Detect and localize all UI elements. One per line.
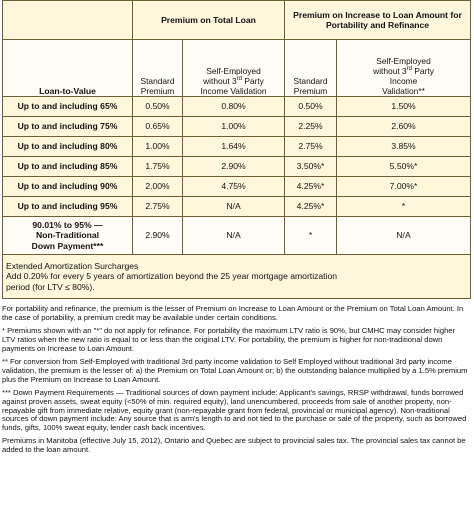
ltv-cell: Up to and including 90% — [3, 177, 133, 197]
table-row — [3, 137, 471, 157]
header-premium-increase: Premium on Increase to Loan Amount for Portability and Refinance — [285, 1, 471, 40]
self-employed-total-cell: N/A — [183, 197, 285, 217]
ltv-cell: Up to and including 85% — [3, 157, 133, 177]
non-traditional-row — [3, 217, 471, 255]
self-employed-increase-cell: N/A — [337, 217, 471, 255]
non-traditional-line2: Non-Traditional — [35, 230, 100, 241]
note-provincial-tax: Premiums in Manitoba (effective July 15, 2012), Ontario and Quebec are subject to provincial sales tax. The provincial sales tax cannot be added to the loan amount. — [2, 436, 466, 455]
table-row — [3, 97, 471, 117]
superscript-rd: rd — [406, 65, 413, 72]
header-premium-total-loan: Premium on Total Loan — [133, 1, 285, 40]
empty-corner-cell — [3, 1, 133, 40]
non-traditional-line1: 90.01% to 95% — — [32, 220, 103, 231]
ltv-cell: Up to and including 65% — [3, 97, 133, 117]
ltv-cell: Up to and including 75% — [3, 117, 133, 137]
superscript-rd: rd — [236, 76, 242, 83]
self-employed-increase-cell: 3.85% — [337, 137, 471, 157]
header-standard-premium-total: Standard Premium — [133, 40, 183, 97]
standard-increase-cell: 2.25% — [285, 117, 337, 137]
footnotes — [2, 305, 470, 455]
standard-total-cell: 1.75% — [133, 157, 183, 177]
standard-increase-cell: 4.25%* — [285, 177, 337, 197]
self-employed-total-cell: 0.80% — [183, 97, 285, 117]
table-row — [3, 177, 471, 197]
self-employed-increase-cell: 5.50%* — [337, 157, 471, 177]
standard-increase-cell: 0.50% — [285, 97, 337, 117]
third-party-text: without 3 — [373, 65, 407, 76]
header-standard-premium-increase: Standard Premium — [285, 40, 337, 97]
self-employed-total-cell: N/A — [183, 217, 285, 255]
self-employed-total-cell: 1.00% — [183, 117, 285, 137]
standard-total-cell: 2.00% — [133, 177, 183, 197]
standard-total-cell: 2.75% — [133, 197, 183, 217]
group-header-row — [3, 1, 471, 40]
header-loan-to-value: Loan-to-Value — [3, 40, 133, 97]
note-double-asterisk: ** For conversion from Self-Employed with traditional 3rd party income validation to Self Employed without traditional 3rd party income validation, the premium is the lesser of: a) the Premium on Total Loan Amount or; b) the outstanding balance multiplied by a 1.5% premium plus the Premium on Increase to Loan Amount. — [2, 356, 468, 384]
standard-total-cell: 0.50% — [133, 97, 183, 117]
self-employed-increase-cell: 2.60% — [337, 117, 471, 137]
standard-total-cell: 0.65% — [133, 117, 183, 137]
ltv-cell: Up to and including 80% — [3, 137, 133, 157]
document-page — [2, 0, 470, 459]
note-single-asterisk: * Premiums shown with an "*" do not apply for refinance. For portability the maximum LTV ratio is 90%, but CMHC may consider higher LTV ratios when the new ratio is equal to or less than the original LTV. For portability, the premium is higher for non-traditional down payments on Increase to Loan Amount. — [2, 325, 456, 353]
standard-total-cell: 1.00% — [133, 137, 183, 157]
surcharge-line1: Add 0.20% for every 5 years of amortization beyond the 25 year mortgage amortization — [6, 271, 338, 282]
income-line: Income — [389, 75, 418, 86]
self-employed-increase-cell: 7.00%* — [337, 177, 471, 197]
surcharge-row — [3, 255, 471, 299]
surcharge-title: Extended Amortization Surcharges — [6, 261, 139, 272]
income-validation-line: Income Validation — [200, 85, 267, 96]
validation-line: Validation** — [382, 85, 425, 96]
header-self-employed-total — [183, 40, 285, 97]
sub-header-row — [3, 40, 471, 97]
ltv-cell: Up to and including 95% — [3, 197, 133, 217]
party-text: Party — [242, 75, 264, 86]
premium-table — [2, 0, 471, 299]
standard-increase-cell: 3.50%* — [285, 157, 337, 177]
surcharge-cell — [3, 255, 471, 299]
third-party-text: without 3 — [203, 75, 237, 86]
self-employed-total-cell: 1.64% — [183, 137, 285, 157]
self-employed-total-cell: 2.90% — [183, 157, 285, 177]
standard-increase-cell: 2.75% — [285, 137, 337, 157]
table-row — [3, 157, 471, 177]
standard-increase-cell: 4.25%* — [285, 197, 337, 217]
note-portability: For portability and refinance, the premium is the lesser of Premium on Increase to Loan Amount or the Premium on Total Loan Amount. In the case of portability, a premium credit may be available under certain conditions. — [2, 304, 464, 322]
surcharge-line2: period (for LTV ≤ 80%). — [6, 281, 95, 292]
self-employed-total-cell: 4.75% — [183, 177, 285, 197]
non-traditional-line3: Down Payment*** — [31, 240, 104, 251]
table-row — [3, 117, 471, 137]
header-self-employed-increase — [337, 40, 471, 97]
self-employed-line: Self-Employed — [376, 55, 431, 66]
table-row — [3, 197, 471, 217]
party-text: Party — [412, 65, 434, 76]
non-traditional-ltv-cell — [3, 217, 133, 255]
self-employed-increase-cell: 1.50% — [337, 97, 471, 117]
self-employed-line: Self-Employed — [206, 65, 261, 76]
third-party-line — [186, 76, 281, 86]
note-triple-asterisk: *** Down Payment Requirements — Traditional sources of down payment include: Applicant's savings, RRSP withdrawal, funds borrowed against proven assets, sweat equity (<50% of min. required equity), land unencumbered, proceeds from sale of another property, non-repayable gift from immediate relative, equity grant (non-repayable grant from federal, provincial or municipal agency). Non-traditional sources of down payment include: Any source that is arm's length to and not tied to the purchase or sale of the property, such as borrowed funds, gifts, 100% sweat equity, lender cash back incentives. — [2, 387, 467, 433]
standard-increase-cell: * — [285, 217, 337, 255]
self-employed-increase-cell: * — [337, 197, 471, 217]
third-party-line — [340, 66, 467, 76]
standard-total-cell: 2.90% — [133, 217, 183, 255]
